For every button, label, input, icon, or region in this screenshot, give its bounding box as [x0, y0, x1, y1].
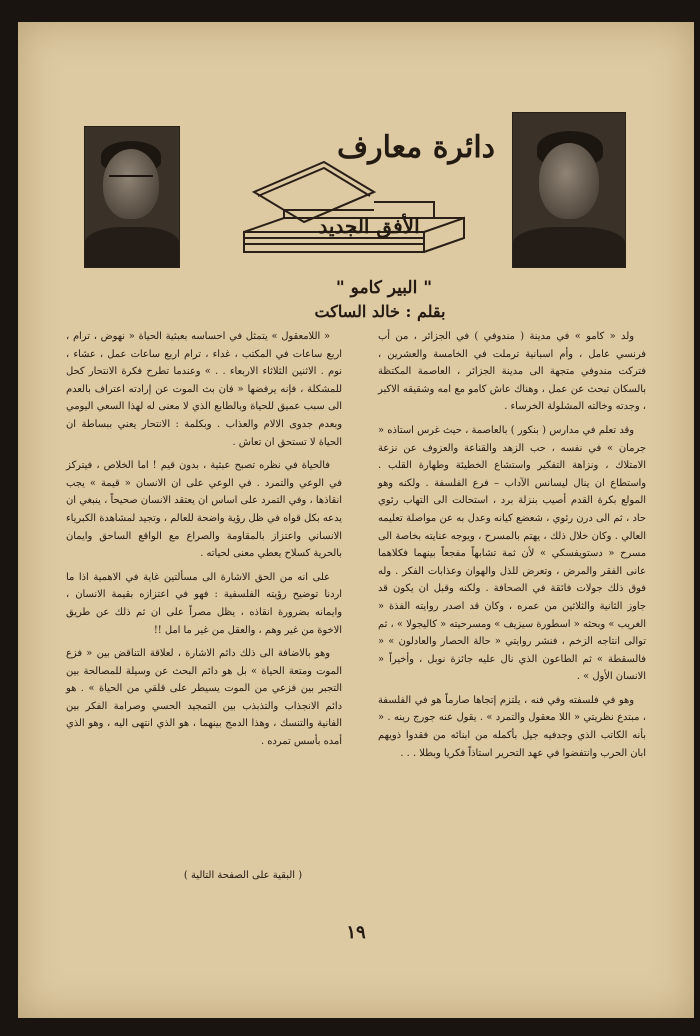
byline: بقلم : خالد الساكت	[314, 302, 446, 321]
paragraph: فالحياة في نظره تصبح عبثية ، بدون قيم ! اما الخلاص ، فيتركز في الوعي والتمرد . في الوعي على ان الانسان « قيمة » يجب انقاذها ، وفي التمرد على اساس ان يعتقد الانسان صحيحاً ، ينبغي ان يدعه بكل قواه في ظل رؤية واضحة للعالم ، وتجيد لمشاهدة الكبرياء الانساني واعتزاز بالمقاومة والصراع مع الواقع الساحق وايمان بالحرية كسلاح يعطي معنى لحياته .	[66, 460, 342, 560]
author-photo	[84, 126, 180, 268]
paragraph: وهو في فلسفته وفي فنه ، يلتزم إتجاها صارماً هو في الفلسفة ، مبتدع نظريتي « اللا معقول والتمرد » . يقول عنه جورج رينه . « بأنه الكاتب الذي وجدفيه جيل بأكمله من ابنائه من فقدوا ذويهم ابان الحرب وانتفضوا في عهد التحرير استاذاً فكريا وبطلا . . .	[378, 694, 646, 759]
article-title: " البير كامو "	[335, 278, 433, 298]
paragraph: وقد تعلم في مدارس ( بنكور ) بالعاصمة ، حيث غرس استاذه « جرمان » في نفسه ، حب الزهد والقناعة والعزوف عن نزعة الامتلاك ، ونزاهة التفكير واستشاع الخطيئة وطهارة القلب . واستطاع ان ينال ليسانس الآداب – فرع الفلسفة . ولكنه وهو المولع بكرة القدم أصيب بنزلة برد ، استحالت الى التهاب رئوي حاد ، ثم الى درن رئوي ، شعضع كيانه وعدل به عن مواصلة تعليمه العالي . وكان خلال ذلك ، يهتم بالمسرح ، ويوجه عنايته بخاصة الى مسرح « دستويفسكي » لأن ثمة تشابهاً مفجعاً بينهما فكلاهما عانى الفقر والمرض ، وتعرض للذل والهوان وعذابات الفكر . وله فوق ذلك جولات فائقة في الصحافة . ولكنه وقبل ان يكون قد جاوز الثانية والثلاثين من عمره ، وكان قد اصدر روايته الفذة « الغريب » وبحثه « اسطورة سيزيف » ومسرحيته « كاليجولا » ، ثم توالى انتاجه الزخم ، فنشر روايتي « حالة الحصار والعادلون » « فالسقطة » ثم الطاعون الذي نال عليه جائزة نوبل ، وأخيراً « الانسان الأول » .	[378, 424, 646, 683]
paragraph: ولد « كامو » في مدينة ( مندوفي ) في الجزائر ، من أب فرنسي عامل ، وأم اسبانية ترملت في الخامسة والعشرين ، فتركت مندوفي متجهة الى مدينة الجزائر ، العاصمة المكتظة بالسكان تبحث عن عمل ، وهناك عاش كامو مع امه وشقيقه الاكبر ، وجدته وخالته المشلولة الخرساء .	[378, 331, 646, 413]
logo-title: دائرة معارف	[336, 130, 496, 165]
page-number: ١٩	[346, 922, 366, 943]
right-column	[378, 328, 646, 768]
paragraph: « اللامعقول » يتمثل في احساسه بعبثية الحياة « نهوض ، ترام ، اربع ساعات في المكتب ، غداء ، ترام اربع ساعات عمل ، عشاء ، نوم . الاثنين الثلاثاء الاربعاء . . » وعندما تطرح فكرة الانتحار كحل للمشكلة ، فإنه يرفضها « فان بث الموت عن إرادته اعتراف بالعدم الى سبب عميق للحياة وبالطابع الذي لا معنى له لهذا السعي اليومي وبعدم جدوى الالام والعذاب . وبكلمة : الانتحار يعني ببساطة ان الحياة لا تستحق ان تعاش .	[66, 331, 342, 448]
section-logo	[224, 122, 494, 272]
logo-subtitle: الأفق الجديد	[318, 214, 420, 238]
magazine-page	[18, 22, 694, 1018]
left-column	[66, 328, 342, 757]
paragraph: وهو بالاضافة الى ذلك دائم الاشارة ، لعلاقة التناقض بين « فزع الموت ومتعة الحياة » بل هو دائم البحث عن وسيلة للمصالحة بين التجبر بين فزعي من الموت يسيطر على قلقي من الحياة » . هو دائم الانجذاب والتذبذب بين التمجيد الحسي وصرامة الفكر بين الفانية والتنسك ، وهذا الدمج بينهما ، هو الذي انتهى اليه ، وهو الذي أمده بأسس تمرده .	[66, 648, 342, 748]
continuation-note: ( البقية على الصفحة التالية )	[183, 870, 303, 881]
paragraph: على انه من الحق الاشارة الى مسألتين غاية في الاهمية اذا ما اردنا توضيح رؤيته الفلسفية : فهو في اعتزازه بقيمة الانسان ، وايمانه بضرورة انقاذه ، يظل مصراً على ان ثم ذلك عن طريق الاخوة من غير وهم ، والعقل من غير ما امل !!	[66, 571, 342, 636]
camus-photo	[512, 112, 626, 268]
